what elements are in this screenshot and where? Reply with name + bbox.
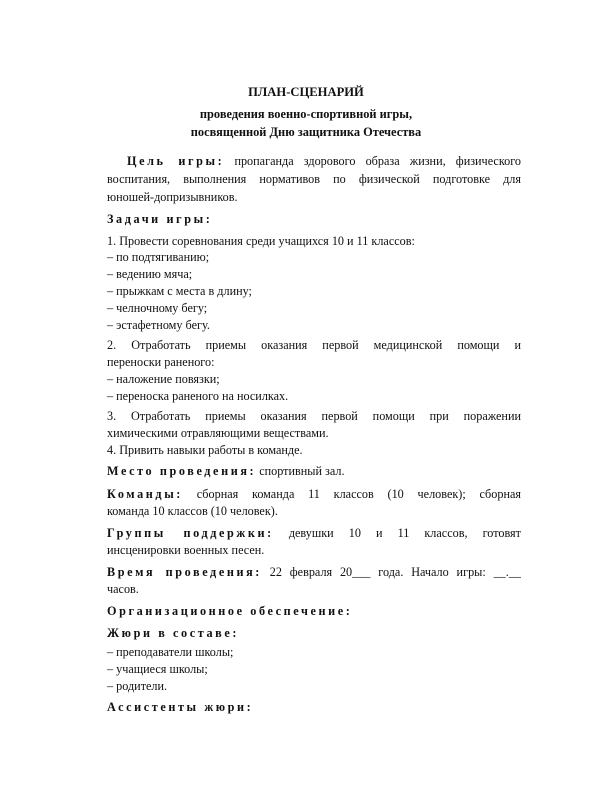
task-1-item: – челночному бегу; xyxy=(107,301,208,315)
subtitle-line-1: проведения военно-спортивной игры, xyxy=(199,107,413,121)
time-label: Время проведения: xyxy=(107,565,262,579)
goal-line-3: юношей-допризывников. xyxy=(107,190,238,204)
time-text-1: 22 февраля 20___ года. Начало игры: __.__ xyxy=(261,565,521,579)
task-1-item: – по подтягиванию; xyxy=(107,250,210,264)
org-heading: Организационное обеспечение: xyxy=(107,604,353,618)
support-label: Группы поддержки: xyxy=(107,526,274,540)
task-2-line-2: переноски раненого: xyxy=(107,355,215,369)
jury-item: – преподаватели школы; xyxy=(107,645,234,659)
jury-heading: Жюри в составе: xyxy=(107,626,240,640)
task-2-line-1: 2. Отработать приемы оказания первой медицинской помощи и xyxy=(107,338,521,352)
task-1-item: – эстафетному бегу. xyxy=(107,318,210,332)
support-line-1 xyxy=(107,525,521,542)
jury-item: – учащиеся школы; xyxy=(107,662,208,676)
teams-line-1 xyxy=(107,486,521,503)
task-1-item: – прыжкам с места в длину; xyxy=(107,284,252,298)
place-line xyxy=(107,463,521,480)
document-title: ПЛАН-СЦЕНАРИЙ xyxy=(248,85,364,99)
time-line-2: часов. xyxy=(107,582,139,596)
task-1: 1. Провести соревнования среди учащихся 10 и 11 классов: xyxy=(107,234,415,248)
goal-label: Цель игры: xyxy=(127,154,225,168)
goal-text-1: пропаганда здорового образа жизни, физического xyxy=(224,154,521,168)
subtitle-line-2: посвященной Дню защитника Отечества xyxy=(190,125,422,139)
jury-item: – родители. xyxy=(107,679,168,693)
place-label: Место проведения: xyxy=(107,464,257,478)
support-text-1: девушки 10 и 11 классов, готовят xyxy=(273,526,521,540)
task-1-item: – ведению мяча; xyxy=(107,267,193,281)
task-3-line-2: химическими отравляющими веществами. xyxy=(107,426,329,440)
support-line-2: инсценировки военных песен. xyxy=(107,543,265,557)
time-line-1 xyxy=(107,564,521,581)
teams-label: Команды: xyxy=(107,487,183,501)
assistants-heading: Ассистенты жюри: xyxy=(107,700,254,714)
tasks-heading: Задачи игры: xyxy=(107,212,213,226)
task-2-item: – переноска раненого на носилках. xyxy=(107,389,289,403)
goal-line-2: воспитания, выполнения нормативов по физической подготовке для xyxy=(107,172,521,186)
teams-line-2: команда 10 классов (10 человек). xyxy=(107,504,278,518)
teams-text-1: сборная команда 11 классов (10 человек); сборная xyxy=(182,487,521,501)
goal-line-1 xyxy=(127,153,521,170)
task-4: 4. Привить навыки работы в команде. xyxy=(107,443,303,457)
task-3-line-1: 3. Отработать приемы оказания первой помощи при поражении xyxy=(107,409,521,423)
place-value: спортивный зал. xyxy=(256,464,345,478)
task-2-item: – наложение повязки; xyxy=(107,372,220,386)
